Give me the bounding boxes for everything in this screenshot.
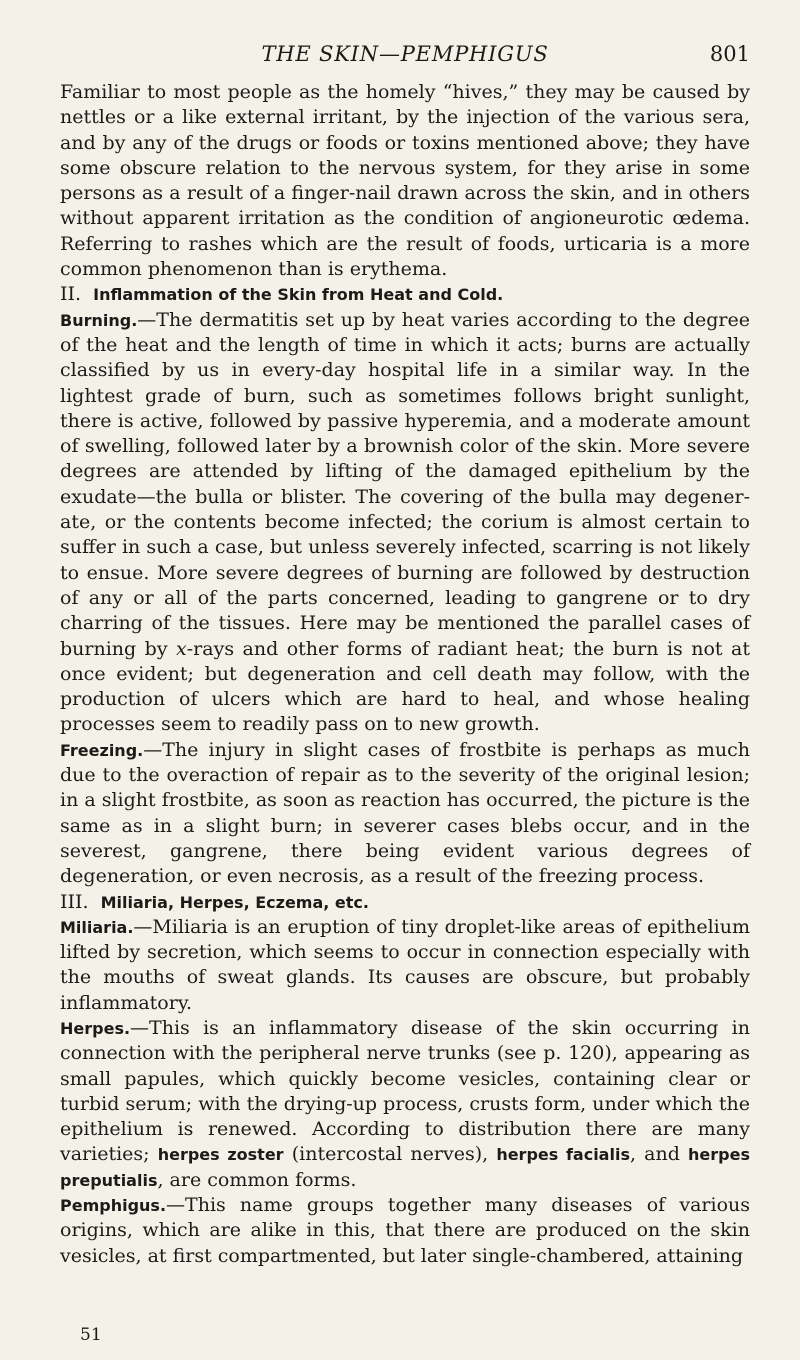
herpes-facialis-term: herpes facialis	[496, 1145, 630, 1165]
entry-text: —The injury in slight cases of frostbite is perhaps as much due to the overaction of repair as to the severity of the original lesion; in a slight frostbite, as soon as reaction has occurred, the picture is the same as in a slight burn; in severer cases blebs occur, and in the severest, gangrene, there being evident various degrees of degeneration, or even necrosis, as a result of the freezing process.	[60, 738, 750, 888]
running-head	[60, 34, 750, 74]
section-title: Inflammation of the Skin from Heat and Cold.	[93, 285, 504, 305]
entry-term: Burning.	[60, 310, 138, 330]
section-number: III.	[60, 890, 89, 913]
entry-term: Pemphigus.	[60, 1196, 167, 1216]
entry-text: —This name groups together many diseases of various origins, which are alike in this, that there are produced on the skin vesicles, at first compartmented, but later single-chambered, attaining	[60, 1194, 750, 1267]
entry-text: —The dermatitis set up by heat varies according to the degree of the heat and the length of time in which it acts; burns are actually classified by us in every-day hospital life in a similar way. In the lightest grade of burn, such as sometimes follows bright sunlight, there is active, followed by passive hyperemia, and a moderate amount of swelling, followed later by a brownish color of the skin. More severe degrees are attended by lifting of the damaged epithelium by the exudate—the bulla or blister. The covering of the bulla may degenerate, or the contents become infected; the corium is almost certain to suffer in such a case, but unless severely infected, scarring is not likely to ensue. More severe degrees of burning are followed by destruction of any or all of the parts concerned, leading to gangrene or to dry charring of the tissues. Here may be mentioned the parallel cases of burning by	[60, 308, 750, 660]
entry-text: , and	[629, 1143, 689, 1166]
running-title: THE SKIN—PEMPHIGUS	[261, 42, 549, 66]
herpes-zoster-term: herpes zoster	[157, 1145, 284, 1165]
entry-text: —This is an inflammatory disease of the skin occurring in connection with the peripheral nerve trunks (see p. 120), appearing as small papules, which quickly become vesicles, containing clear or turbid serum; with the drying-up process, crusts form, under which the epithelium is renewed. According to distribution there are many varieties;	[60, 1016, 750, 1166]
section-title: Miliaria, Herpes, Eczema, etc.	[100, 892, 369, 912]
body-text	[60, 80, 750, 1269]
entry-term: Herpes.	[60, 1018, 131, 1038]
intro-paragraph: Familiar to most people as the homely “hives,” they may be caused by nettles or a like external irritant, by the injection of the various sera, and by any of the drugs or foods or toxins mentioned above; they have some obscure relation to the nervous system, for they arise in some persons as a result of a finger-nail drawn across the skin, and in others without apparent irritation as the condition of angioneurotic œdema. Referring to rashes which are the result of foods, urticaria is a more common phenomenon than is erythema.	[60, 81, 750, 281]
entry-text: , are common forms.	[157, 1168, 357, 1191]
entry-text: —Miliaria is an eruption of tiny droplet-like areas of epithelium lifted by secretion, which seems to occur in connection especially with the mouths of sweat glands. Its causes are obscure, but probably inflammatory.	[60, 915, 750, 1014]
section-heading-3	[60, 890, 750, 915]
entry-herpes	[60, 1016, 750, 1193]
section-heading-2	[60, 282, 750, 307]
herpes-preputialis-term: herpes preputialis	[60, 1145, 750, 1190]
entry-text: (intercostal nerves),	[283, 1143, 497, 1166]
entry-freezing	[60, 738, 750, 890]
entry-burning	[60, 308, 750, 738]
entry-term: Miliaria.	[60, 917, 134, 937]
printer-signature-mark: 51	[80, 1325, 102, 1345]
entry-miliaria	[60, 915, 750, 1016]
entry-text: -rays and other forms of radiant heat; the burn is not at once evident; but degeneration and cell death may follow, with the production of ulcers which are hard to heal, and whose healing processes seem to readily pass on to new growth.	[60, 637, 750, 736]
x-symbol: x	[176, 637, 187, 660]
entry-term: Freezing.	[60, 740, 144, 760]
section-number: II.	[60, 283, 82, 306]
entry-pemphigus	[60, 1193, 750, 1269]
page-number: 801	[709, 42, 750, 66]
